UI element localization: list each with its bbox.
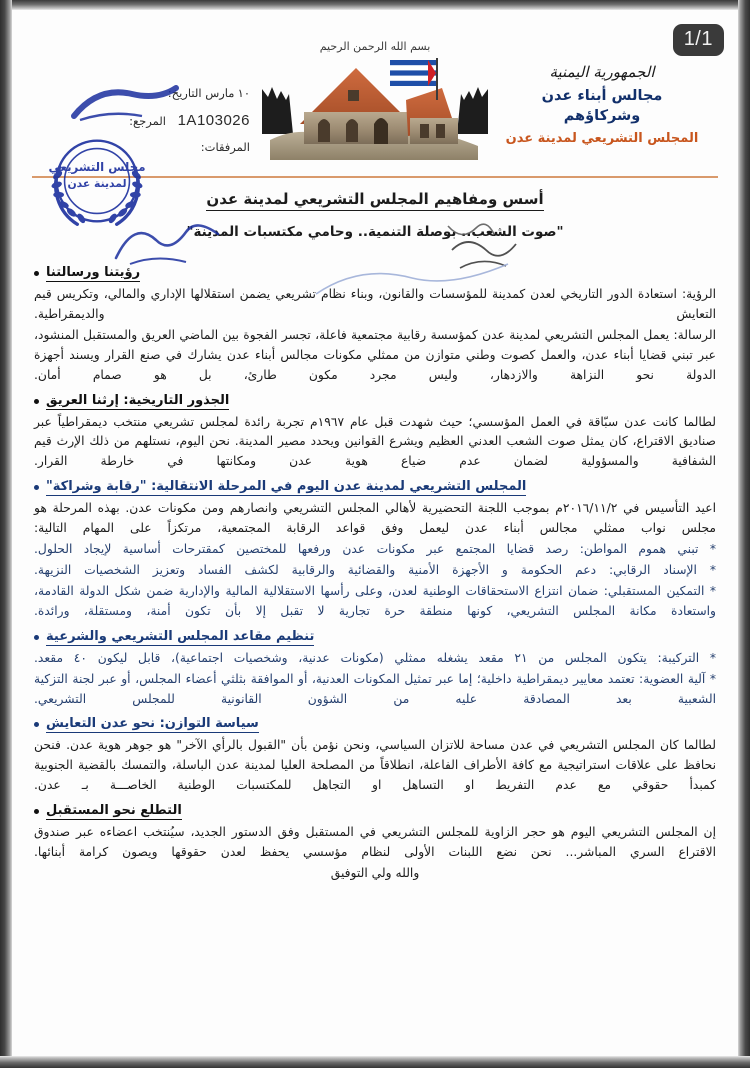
org-name: مجالس أبناء عدن وشركاؤهم bbox=[541, 88, 663, 124]
section-paragraph: اعيد التأسيس في ٢٠١٦/١١/٢م بموجب اللجنة التحضيرية لأهالي المجلس التشريعي وانصارهم ومن مكونات عدن. بهذه المرحلة هو مجلس نواب ممثلي مجالس أبناء عدن ليعمل وفق قواعد الرقابة المجتمعية، مرتكزاً على المهام التالية: bbox=[34, 501, 716, 536]
section-heading-text: سياسة التوازن: نحو عدن التعايش bbox=[46, 716, 259, 732]
document-section bbox=[34, 479, 716, 621]
org-calligraphy-title: الجمهورية اليمنية bbox=[549, 63, 655, 81]
paper-sheet bbox=[12, 10, 738, 1056]
document-slogan: "صوت الشعب.. بوصلة التنمية.. وحامي مكتسبات المدينة" bbox=[186, 224, 564, 240]
scan-edge-right bbox=[738, 0, 750, 1068]
meta-reference-label: المرجع: bbox=[129, 114, 166, 128]
section-heading bbox=[34, 803, 716, 820]
org-subname: المجلس التشريعي لمدينة عدن bbox=[505, 131, 699, 147]
section-heading-text: رؤيتنا ورسالتنا bbox=[46, 265, 141, 280]
section-paragraph: إن المجلس التشريعي اليوم هو حجر الزاوية للمجلس التشريعي في المستقبل وفق الدستور الجديد، سيُنتخب اعضاءه عبر صندوق الاقتراع السري المباشر... نحن نضع اللبنات الأولى لنظام مؤسسي يحفظ لعدن حقوقها ويصون كرامة أبنائها. bbox=[34, 825, 716, 860]
document-body bbox=[34, 258, 716, 888]
section-bullet-item: * آلية العضوية: تعتمد معايير ديمقراطية داخلية؛ إما عبر تمثيل المكونات العدنية، أو الموافقة بثلثي أعضاء المجلس، أو عبر لجنة التزكية الشعبية بعد المصادقة عليه من الشؤون القانونية للمجلس التشريعي. bbox=[34, 671, 716, 706]
section-heading bbox=[34, 629, 716, 646]
meta-date-value: ١٠ مارس bbox=[205, 88, 250, 100]
bullet-icon bbox=[34, 809, 39, 814]
section-bullet-item: * تبني هموم المواطن: رصد قضايا المجتمع عبر مكونات عدن ورفعها للمختصين كمقترحات أساسية لإيجاد الحلول. bbox=[34, 542, 716, 557]
basmala-text: بسم الله الرحمن الرحيم bbox=[319, 40, 431, 53]
meta-date-label: التاريخ: bbox=[167, 86, 202, 100]
section-heading-text: تنظيم مقاعد المجلس التشريعي والشرعية bbox=[46, 628, 315, 644]
scan-edge-left bbox=[0, 0, 12, 1068]
svg-text:مجلس التشريعي: مجلس التشريعي bbox=[48, 160, 146, 175]
bullet-icon bbox=[34, 635, 39, 640]
section-bullet-item: * الإسناد الرقابي: دعم الحكومة و الأجهزة الأمنية والقضائية والرقابية لكشف الفساد وتعزيز الشخصيات النزيهة. bbox=[34, 562, 716, 577]
section-heading bbox=[34, 479, 716, 496]
section-bullet-item: * التمكين المستقبلي: ضمان انتزاع الاستحقاقات الوطنية لعدن، وعلى رأسها الاستقلالية المالية والإدارية ضمن شكل الدولة القادمة، واستعادة مكانة المجلس التشريعي، كونها منطقة حرة تجارية لا تقبل إلا بأن تكون أمنة، ومستقلة، ورائدة. bbox=[34, 583, 716, 618]
handwritten-signature-icon bbox=[108, 206, 228, 270]
meta-attachments-label: المرفقات: bbox=[200, 140, 250, 154]
handwritten-signature-icon bbox=[70, 76, 200, 130]
aden-building-flag-emblem-icon bbox=[260, 54, 490, 164]
scan-edge-top bbox=[0, 0, 750, 10]
scan-edge-bottom bbox=[0, 1056, 750, 1068]
handwritten-signature-icon bbox=[312, 260, 512, 300]
document-section bbox=[34, 629, 716, 710]
section-heading-text: الجذور التاريخية: إرثنا العريق bbox=[46, 392, 230, 408]
bullet-icon bbox=[34, 399, 39, 404]
section-paragraph: لطالما كانت عدن سبّاقة في العمل المؤسسي؛ حيث شهدت قبل عام ١٩٦٧م تجربة رائدة لمجلس تشريعي منتخب ديمقراطياً عبر صناديق الاقتراع، كان يمثل صوت الشعب العدني العظيم ويشرع القوانين ويحدد مصير المدينة. نحن اليوم، نستلهم من ذلك الإرث قيم الشفافية والمسؤولية لضمان عدم ضياع هوية عدن ومكانتها في خارطة القرار. bbox=[34, 414, 716, 469]
svg-text:لمدينة عدن: لمدينة عدن bbox=[67, 176, 127, 190]
section-heading bbox=[34, 716, 716, 733]
closing-line: والله ولي التوفيق bbox=[330, 865, 420, 880]
section-paragraph: الرؤية: استعادة الدور التاريخي لعدن كمدينة للمؤسسات والقانون، وبناء نظام تشريعي يضمن استقلالها الإداري والمالي، وتكريس قيم التعايش والديمقراطية. bbox=[34, 287, 716, 321]
bullet-icon bbox=[34, 271, 39, 276]
page-title-text: أسس ومفاهيم المجلس التشريعي لمدينة عدن bbox=[206, 190, 543, 211]
section-bullet-item: * التركيبة: يتكون المجلس من ٢١ مقعد يشغله ممثلي (مكونات عدنية، وشخصيات اجتماعية)، قابل ليكون ٤٠ مقعد. bbox=[34, 650, 717, 665]
section-paragraph: الرسالة: يعمل المجلس التشريعي لمدينة عدن كمؤسسة رقابية مجتمعية فاعلة، تجسر الفجوة بين الماضي العريق والمستقبل المنشود، عبر تبني قضايا أبناء عدن، والعمل كصوت وطني متوازن من ممثلي مكونات مجالس أبناء عدن يشارك في صنع القرار ويسند أجهزة الدولة نحو النزاهة والازدهار، وليس مجرد مكون طارئ، بل هو صمام أمان. bbox=[34, 327, 716, 382]
section-heading-text: التطلع نحو المستقبل bbox=[46, 803, 182, 819]
document-section bbox=[34, 716, 716, 796]
document-section bbox=[34, 393, 716, 473]
meta-reference-value: 1A103026 bbox=[177, 112, 250, 129]
section-paragraph: لطالما كان المجلس التشريعي في عدن مساحة للاتزان السياسي، ونحن نؤمن بأن "القبول بالرأي الآخر" هو جوهر هوية عدن. فنحن نحافظ على علاقات استراتيجية مع كافة الأطراف الفاعلة، انطلاقاً من المصلحة العليا لمدينة عدن الباسلة، والتمسك بالقضية الجنوبية كمبدأ حقوقي مع عدم التفريط او التساهل او التجاهل للمكتسبات الوطنية الخاصـــة بـ عدن. bbox=[34, 738, 716, 793]
bullet-icon bbox=[34, 485, 39, 490]
document-section bbox=[34, 803, 716, 884]
organisation-block bbox=[502, 62, 702, 148]
section-heading-text: المجلس التشريعي لمدينة عدن اليوم في المرحلة الانتقالية: "رقابة وشراكة" bbox=[46, 479, 527, 495]
page-indicator-badge: 1/1 bbox=[673, 24, 724, 56]
bullet-icon bbox=[34, 722, 39, 727]
section-heading bbox=[34, 393, 716, 410]
